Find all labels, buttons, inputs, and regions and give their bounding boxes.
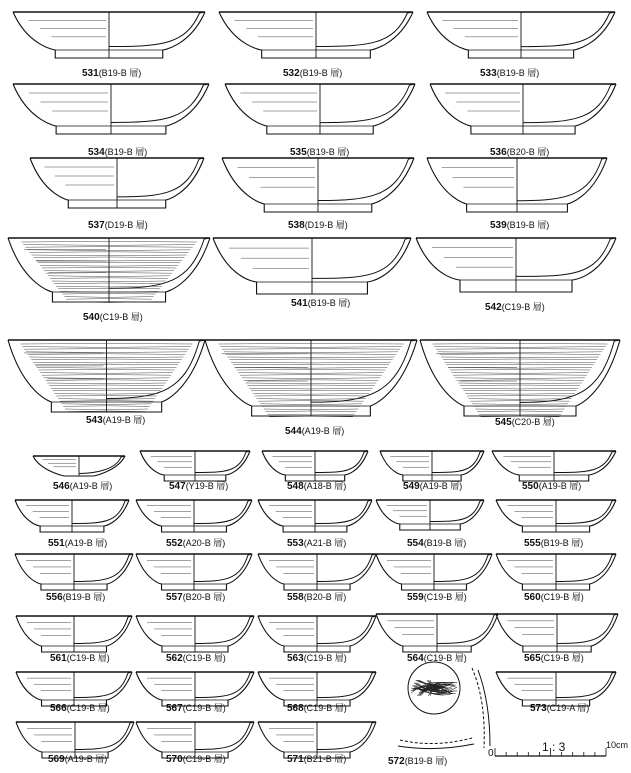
vessel-layer: (C19-B 層) — [99, 312, 143, 322]
vessel-drawing-546 — [33, 456, 125, 476]
vessel-drawing-532 — [219, 12, 413, 58]
vessel-drawing-559 — [376, 554, 492, 590]
vessel-label-534 — [88, 145, 147, 158]
vessel-label-532 — [283, 66, 342, 79]
vessel-drawing-534 — [13, 84, 209, 134]
vessel-number: 537 — [88, 220, 105, 231]
vessel-label-568 — [287, 701, 347, 714]
vessel-drawing-555 — [496, 500, 616, 532]
vessel-label-539 — [490, 218, 549, 231]
vessel-layer: (A21-B 層) — [303, 538, 347, 548]
vessel-label-554 — [407, 536, 466, 549]
vessel-label-535 — [290, 145, 349, 158]
vessel-number: 544 — [285, 426, 302, 437]
vessel-label-551 — [48, 536, 107, 549]
vessel-number: 533 — [480, 68, 497, 79]
vessel-drawing-540 — [8, 238, 210, 303]
vessel-number: 549 — [403, 481, 420, 492]
vessel-drawing-550 — [492, 451, 616, 481]
vessel-label-531 — [82, 66, 141, 79]
vessel-layer: (C19-B 層) — [303, 703, 347, 713]
vessel-layer: (Y19-B 層) — [185, 481, 229, 491]
vessel-layer: (B21-B 層) — [303, 754, 347, 764]
vessel-layer: (B19-B 層) — [423, 538, 467, 548]
vessel-label-567 — [166, 701, 226, 714]
vessel-drawing-560 — [496, 554, 616, 590]
vessel-label-538 — [288, 218, 348, 231]
vessel-layer: (C19-B 層) — [423, 653, 467, 663]
vessel-label-548 — [287, 479, 346, 492]
vessel-layer: (B19-B 層) — [299, 68, 343, 78]
vessel-drawing-539 — [427, 158, 607, 212]
scale-max: 10cm — [606, 740, 629, 750]
vessel-number: 553 — [287, 538, 304, 549]
vessel-label-573 — [530, 701, 589, 714]
vessel-drawing-545 — [420, 340, 620, 417]
vessel-layer: (B19-B 層) — [506, 220, 550, 230]
vessel-number: 541 — [291, 298, 308, 309]
vessel-label-557 — [166, 590, 225, 603]
vessel-drawing-537 — [30, 158, 204, 208]
vessel-number: 551 — [48, 538, 65, 549]
vessel-drawing-565 — [496, 614, 618, 652]
vessel-label-544 — [285, 424, 344, 437]
vessel-number: 566 — [50, 703, 67, 714]
vessel-number: 555 — [524, 538, 541, 549]
vessel-label-556 — [46, 590, 105, 603]
vessel-number: 532 — [283, 68, 300, 79]
vessel-layer: (A19-B 層) — [102, 415, 146, 425]
vessel-layer: (B19-B 層) — [307, 298, 351, 308]
vessel-number: 573 — [530, 703, 547, 714]
vessel-layer: (C19-B 層) — [501, 302, 545, 312]
vessel-layer: (C20-B 層) — [511, 417, 555, 427]
vessel-layer: (B20-B 層) — [506, 147, 550, 157]
vessel-number: 534 — [88, 147, 105, 158]
vessel-label-541 — [291, 296, 350, 309]
vessel-label-542 — [485, 300, 545, 313]
vessel-number: 558 — [287, 592, 304, 603]
vessel-layer: (C19-B 層) — [540, 592, 584, 602]
vessel-layer: (A19-B 層) — [538, 481, 582, 491]
vessel-number: 542 — [485, 302, 502, 313]
vessel-number: 536 — [490, 147, 507, 158]
vessel-layer: (A20-B 層) — [182, 538, 226, 548]
vessel-number: 548 — [287, 481, 304, 492]
vessel-number: 531 — [82, 68, 99, 79]
vessel-label-553 — [287, 536, 346, 549]
vessel-label-549 — [403, 479, 462, 492]
vessel-label-552 — [166, 536, 225, 549]
vessel-label-562 — [166, 651, 226, 664]
vessel-layer: (C19-B 層) — [423, 592, 467, 602]
vessel-label-566 — [50, 701, 110, 714]
vessel-drawing-572 — [398, 662, 490, 749]
vessel-number: 554 — [407, 538, 424, 549]
vessel-label-569 — [48, 752, 107, 765]
vessel-number: 552 — [166, 538, 183, 549]
vessel-layer: (A19-B 層) — [69, 481, 113, 491]
vessel-label-533 — [480, 66, 539, 79]
vessel-number: 540 — [83, 312, 100, 323]
vessel-drawing-533 — [427, 12, 615, 58]
vessel-number: 562 — [166, 653, 183, 664]
vessel-layer: (C19-B 層) — [182, 653, 226, 663]
vessel-layer: (A19-B 層) — [419, 481, 463, 491]
scale-ratio: 1 : 3 — [542, 740, 566, 754]
vessel-number: 546 — [53, 481, 70, 492]
vessel-drawing-542 — [416, 238, 616, 292]
vessel-drawing-558 — [258, 554, 376, 590]
vessel-drawing-554 — [376, 500, 484, 530]
vessel-drawing-561 — [16, 616, 132, 652]
vessel-number: 567 — [166, 703, 183, 714]
vessel-drawing-548 — [262, 451, 368, 481]
vessel-number: 539 — [490, 220, 507, 231]
vessel-drawing-547 — [140, 451, 250, 481]
vessel-label-558 — [287, 590, 346, 603]
vessel-number: 565 — [524, 653, 541, 664]
vessel-number: 571 — [287, 754, 304, 765]
vessel-drawing-562 — [136, 616, 254, 652]
vessel-drawing-541 — [213, 238, 411, 294]
vessel-label-559 — [407, 590, 467, 603]
vessel-number: 570 — [166, 754, 183, 765]
vessel-number: 535 — [290, 147, 307, 158]
vessel-layer: (C19-B 層) — [540, 653, 584, 663]
vessel-drawing-549 — [380, 451, 484, 481]
vessel-label-550 — [522, 479, 581, 492]
vessel-label-572 — [388, 754, 447, 767]
vessel-layer: (C19-B 層) — [182, 703, 226, 713]
vessel-drawing-531 — [13, 12, 205, 58]
vessel-drawing-538 — [222, 158, 414, 212]
vessel-label-570 — [166, 752, 226, 765]
vessel-number: 569 — [48, 754, 65, 765]
vessel-layer: (B19-B 層) — [540, 538, 584, 548]
vessel-label-560 — [524, 590, 584, 603]
vessel-drawing-543 — [8, 340, 205, 412]
vessel-layer: (C19-B 層) — [66, 703, 110, 713]
vessel-number: 557 — [166, 592, 183, 603]
vessel-label-540 — [83, 310, 143, 323]
scale-zero: 0 — [488, 748, 494, 759]
vessel-drawing-535 — [225, 84, 415, 134]
vessel-drawing-551 — [15, 500, 129, 532]
vessel-layer: (B19-B 層) — [496, 68, 540, 78]
vessel-label-563 — [287, 651, 347, 664]
vessel-number: 538 — [288, 220, 305, 231]
vessel-layer: (B19-B 層) — [404, 756, 448, 766]
vessel-number: 561 — [50, 653, 67, 664]
vessel-drawing-544 — [205, 340, 417, 417]
vessel-label-537 — [88, 218, 148, 231]
vessel-number: 545 — [495, 417, 512, 428]
vessel-drawing-553 — [258, 500, 372, 532]
vessel-layer: (C19-B 層) — [303, 653, 347, 663]
vessel-layer: (A19-B 層) — [64, 754, 108, 764]
vessel-layer: (A19-B 層) — [301, 426, 345, 436]
vessel-number: 564 — [407, 653, 424, 664]
vessel-drawing-564 — [376, 614, 498, 652]
vessel-label-547 — [169, 479, 228, 492]
vessel-label-543 — [86, 413, 145, 426]
vessel-layer: (B20-B 層) — [182, 592, 226, 602]
vessel-label-536 — [490, 145, 549, 158]
vessel-layer: (C19-B 層) — [182, 754, 226, 764]
vessel-layer: (D19-B 層) — [104, 220, 148, 230]
vessel-drawing-557 — [136, 554, 252, 590]
vessel-number: 559 — [407, 592, 424, 603]
vessel-number: 547 — [169, 481, 186, 492]
vessel-label-545 — [495, 415, 555, 428]
vessel-layer: (B20-B 層) — [303, 592, 347, 602]
vessel-layer: (A19-B 層) — [64, 538, 108, 548]
vessel-number: 563 — [287, 653, 304, 664]
vessel-layer: (B19-B 層) — [104, 147, 148, 157]
vessel-layer: (B19-B 層) — [98, 68, 142, 78]
vessel-layer: (B19-B 層) — [306, 147, 350, 157]
vessel-layer: (C19-A 層) — [546, 703, 590, 713]
vessel-drawing-536 — [430, 84, 616, 134]
vessel-label-565 — [524, 651, 584, 664]
vessel-drawing-556 — [15, 554, 133, 590]
vessel-layer: (C19-B 層) — [66, 653, 110, 663]
vessel-label-555 — [524, 536, 583, 549]
vessel-layer: (D19-B 層) — [304, 220, 348, 230]
vessel-drawing-563 — [258, 616, 376, 652]
vessel-label-561 — [50, 651, 110, 664]
vessel-drawing-552 — [136, 500, 252, 532]
vessel-number: 572 — [388, 756, 405, 767]
vessel-number: 543 — [86, 415, 103, 426]
vessel-layer: (B19-B 層) — [62, 592, 106, 602]
vessel-number: 568 — [287, 703, 304, 714]
vessel-label-571 — [287, 752, 346, 765]
vessel-label-546 — [53, 479, 112, 492]
vessel-number: 560 — [524, 592, 541, 603]
vessel-layer: (A18-B 層) — [303, 481, 347, 491]
vessel-label-564 — [407, 651, 467, 664]
vessel-number: 556 — [46, 592, 63, 603]
vessel-number: 550 — [522, 481, 539, 492]
